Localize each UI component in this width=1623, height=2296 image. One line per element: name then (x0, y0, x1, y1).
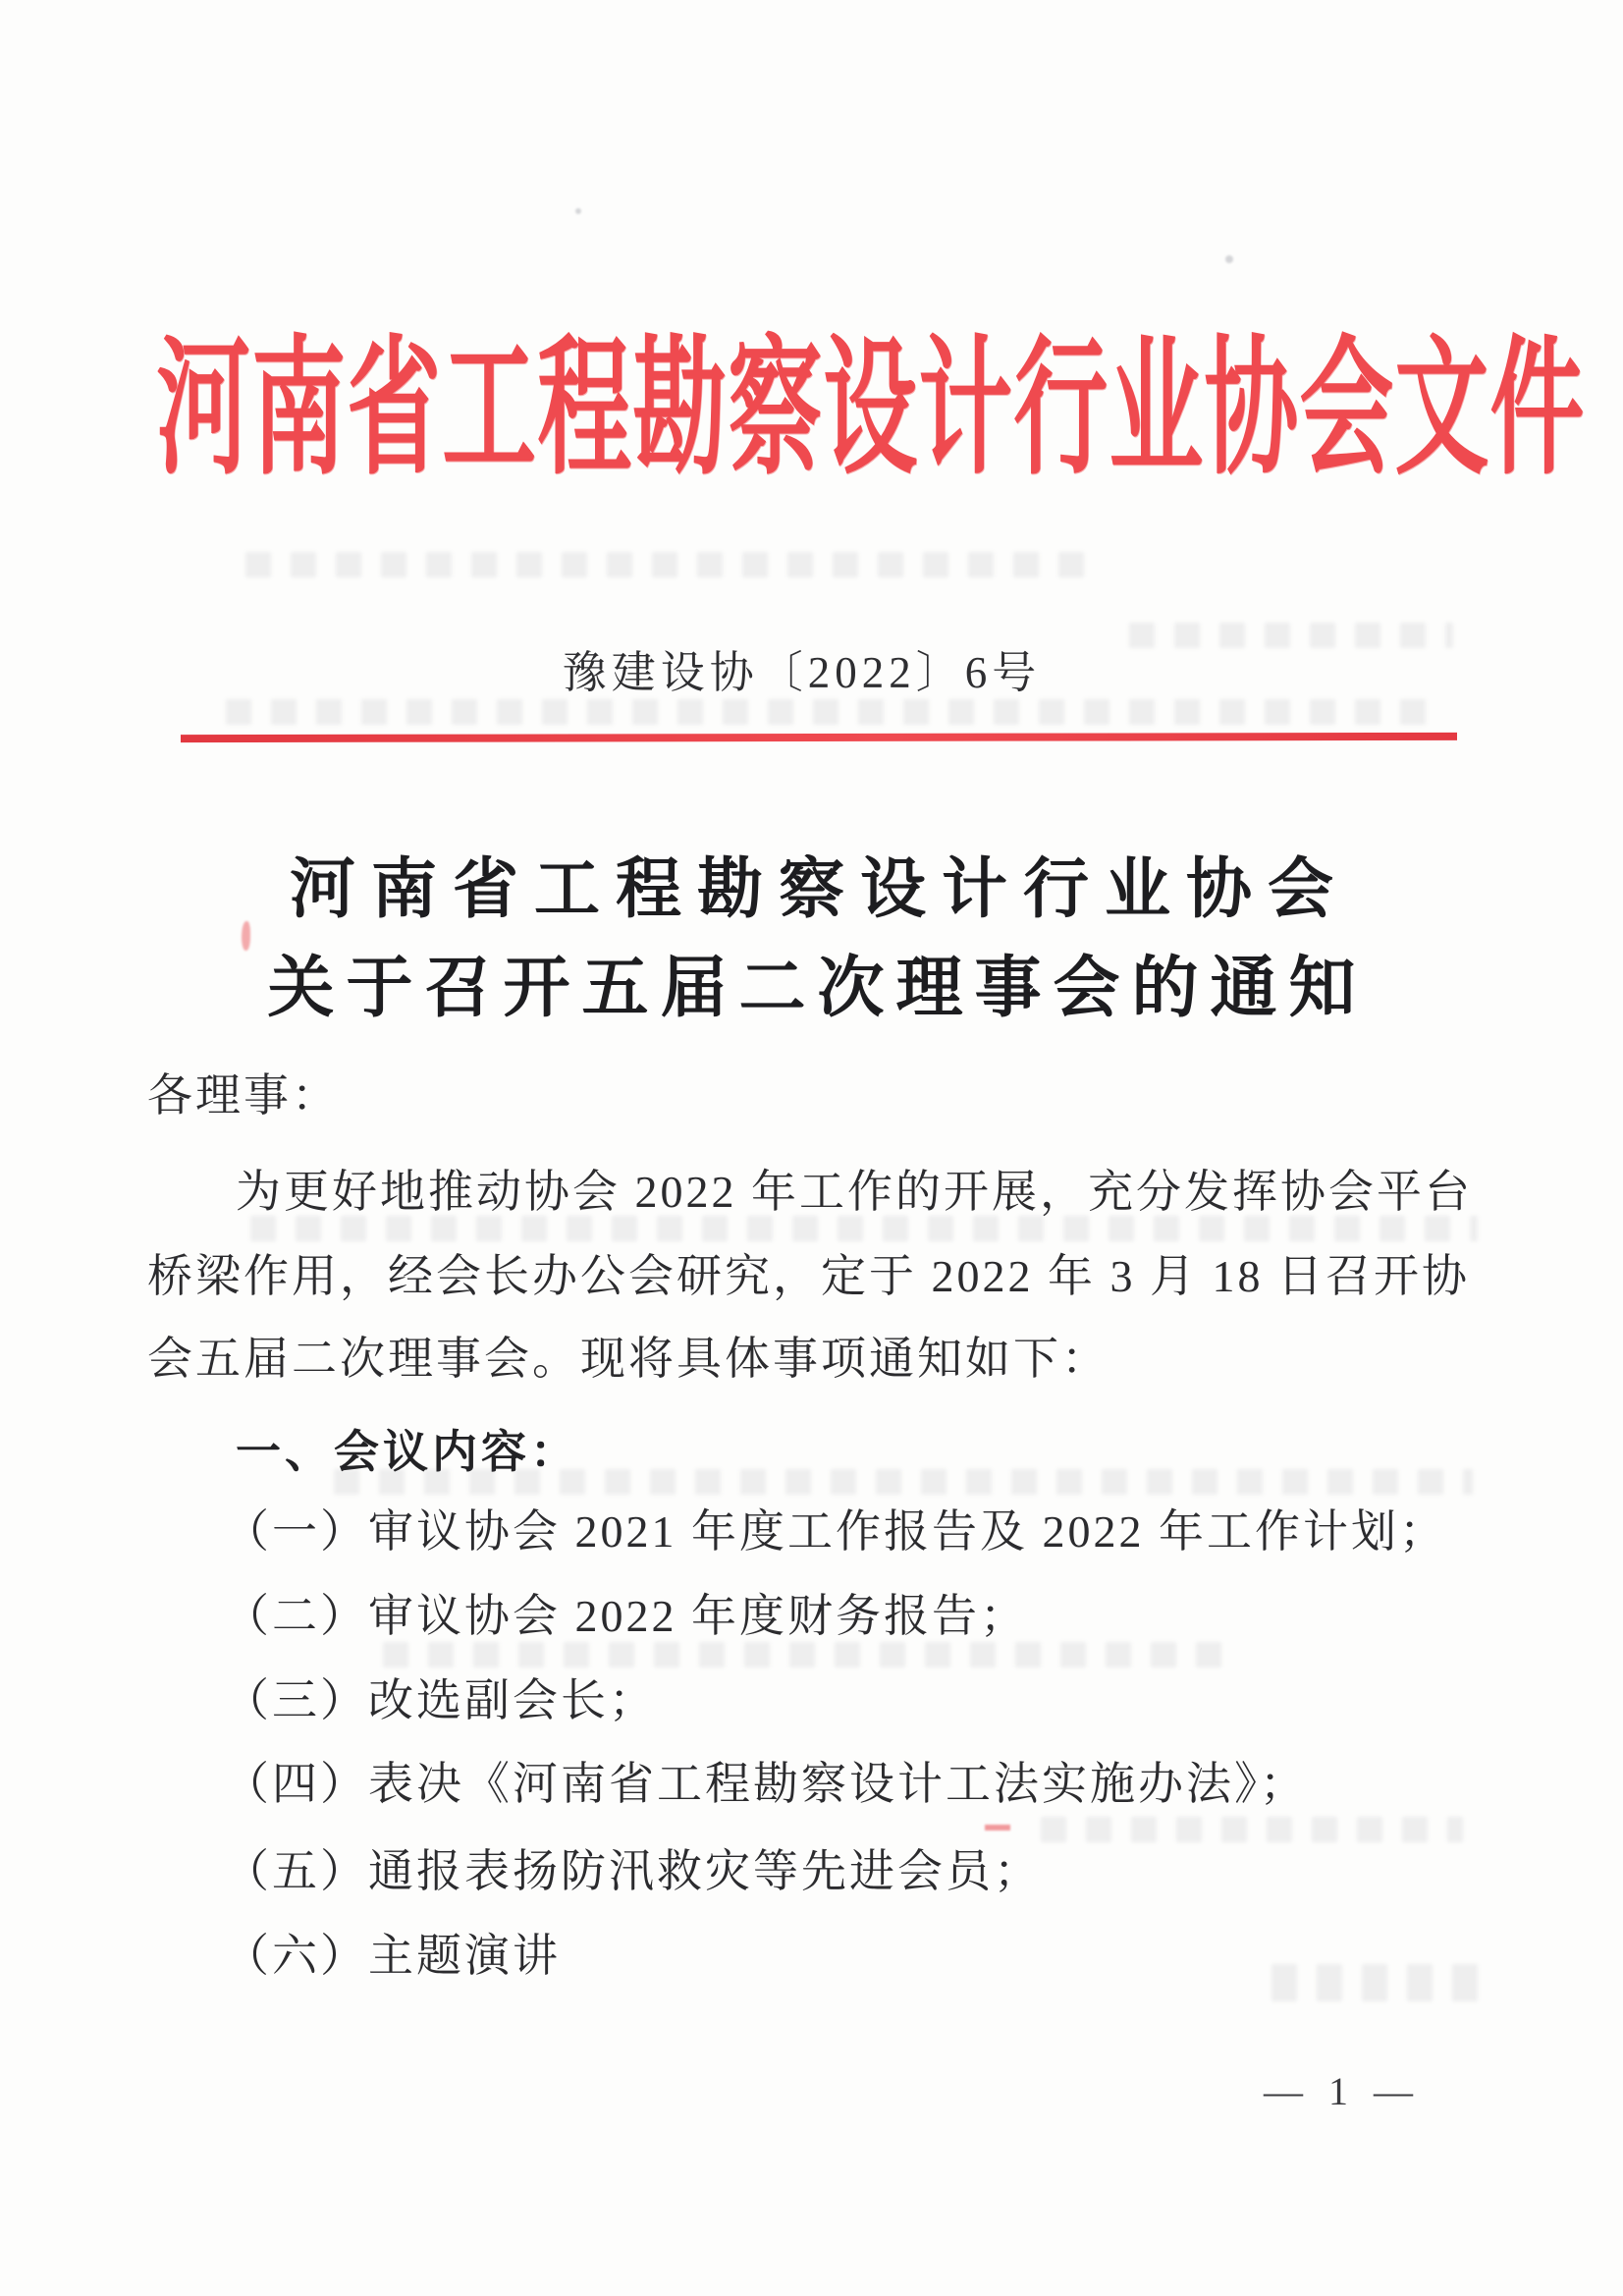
bleed-through-smudge (1041, 1817, 1463, 1842)
agenda-item: （六）主题演讲 (224, 1931, 561, 1981)
agenda-item: （二）审议协会 2022 年度财务报告； (224, 1591, 1028, 1641)
bleed-through-smudge (226, 699, 1443, 725)
page-number: — 1 — (1264, 2069, 1421, 2113)
body-paragraph-line: 会五届二次理事会。现将具体事项通知如下： (147, 1334, 1109, 1384)
bleed-through-smudge (245, 552, 1090, 577)
bleed-through-smudge (250, 1216, 1478, 1241)
agenda-item: （五）通报表扬防汛救灾等先进会员； (224, 1846, 1042, 1896)
bleed-through-smudge (1271, 1964, 1478, 2001)
body-paragraph-line: 为更好地推动协会 2022 年工作的开展，充分发挥协会平台 (236, 1167, 1473, 1217)
section-heading: 一、会议内容： (236, 1426, 579, 1477)
red-separator-rule (181, 733, 1457, 742)
document-number: 豫建设协〔2022〕6号 (562, 648, 1042, 697)
document-title-line-1: 河南省工程勘察设计行业协会 (290, 853, 1349, 926)
agenda-item: （一）审议协会 2021 年度工作报告及 2022 年工作计划； (224, 1506, 1447, 1557)
red-letterhead-title: 河南省工程勘察设计行业协会文件 (155, 327, 1586, 492)
body-paragraph-line: 桥梁作用，经会长办公会研究，定于 2022 年 3 月 18 日召开协 (147, 1251, 1470, 1301)
agenda-item: （四）表决《河南省工程勘察设计工法实施办法》； (224, 1759, 1308, 1809)
bleed-through-smudge (383, 1642, 1227, 1667)
document-title-line-2: 关于召开五届二次理事会的通知 (267, 951, 1368, 1025)
red-ink-speck (985, 1825, 1010, 1831)
ink-speck (575, 208, 581, 214)
salutation: 各理事： (147, 1070, 340, 1121)
agenda-item: （三）改选副会长； (224, 1675, 657, 1725)
ink-speck (1225, 255, 1233, 263)
